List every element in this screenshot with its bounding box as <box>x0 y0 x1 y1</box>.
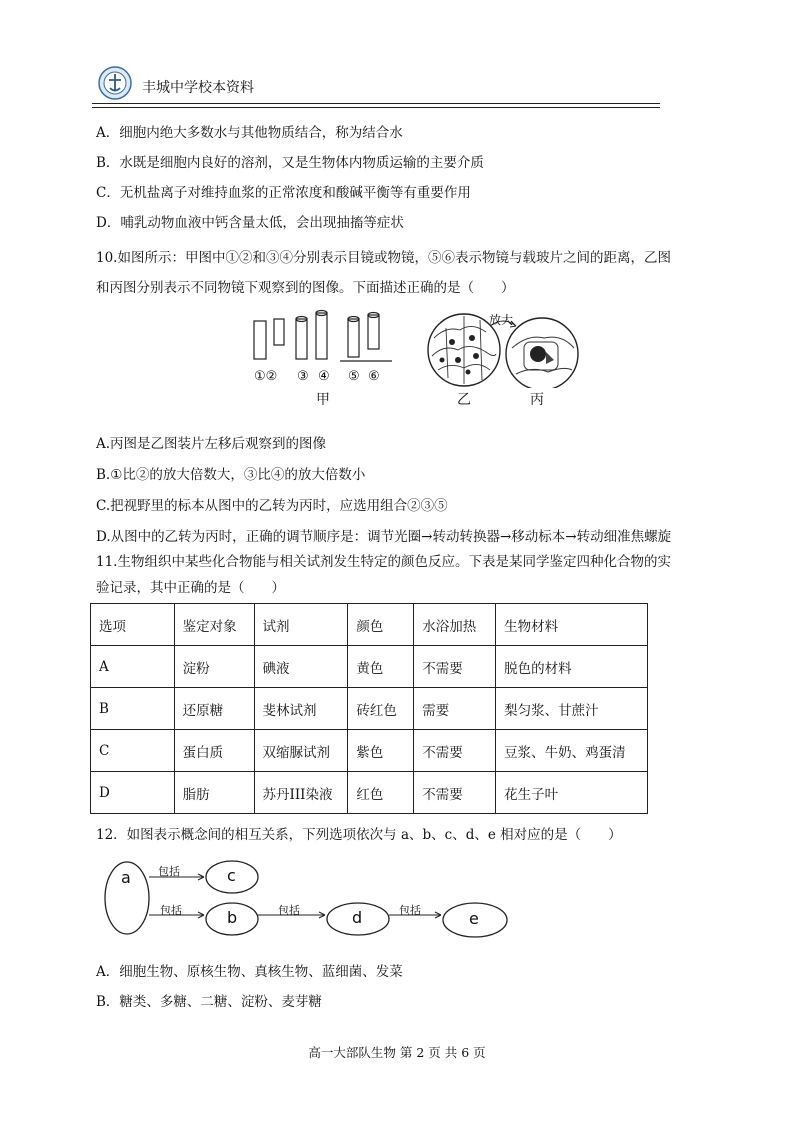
q12-option-b: B．糖类、多糖、二糖、淀粉、麦芽糖 <box>96 994 322 1010</box>
node-label-e: e <box>469 909 479 928</box>
table-cell: 砖红色 <box>348 688 414 730</box>
table-cell: 黄色 <box>348 646 414 688</box>
q10-option-b: B.①比②的放大倍数大，③比④的放大倍数小 <box>96 467 366 483</box>
table-cell: 碘液 <box>254 646 348 688</box>
header-rule-thick <box>92 103 660 104</box>
table-row <box>91 730 648 772</box>
table-cell: 淀粉 <box>174 646 254 688</box>
school-name: 丰城中学校本资料 <box>142 80 254 96</box>
edge-label-a-c: 包括 <box>158 865 180 878</box>
q10-stem-line2: 和丙图分别表示不同物镜下观察到的图像。下面描述正确的是（ ） <box>96 280 515 296</box>
table-cell: 需要 <box>414 688 496 730</box>
q9-option-b: B．水既是细胞内良好的溶剂，又是生物体内物质运输的主要介质 <box>96 155 484 171</box>
experiment-table <box>90 603 648 814</box>
table-cell: 紫色 <box>348 730 414 772</box>
table-header: 水浴加热 <box>414 604 496 646</box>
table-cell: 斐林试剂 <box>254 688 348 730</box>
table-cell: C <box>91 730 175 772</box>
q10-option-d: D.从图中的乙转为丙时，正确的调节顺序是：调节光圈→转动转换器→移动标本→转动细准焦螺旋 <box>96 529 672 545</box>
lens-label-5: ⑤ <box>348 369 360 384</box>
edge-label-a-b: 包括 <box>160 904 182 917</box>
edge-label-b-d: 包括 <box>278 904 300 917</box>
table-header-row <box>91 604 648 646</box>
lens-label-3: ③ <box>297 369 309 384</box>
q12-stem: 12．如图表示概念间的相互关系，下列选项依次与 a、b、c、d、e 相对应的是（ ） <box>96 827 622 843</box>
table-header: 选项 <box>91 604 175 646</box>
q9-option-d: D．哺乳动物血液中钙含量太低，会出现抽搐等症状 <box>96 215 404 231</box>
figure-label-yi: 乙 <box>457 392 471 408</box>
q9-option-a: A．细胞内绝大多数水与其他物质结合，称为结合水 <box>96 125 403 141</box>
label-enlarge: 放大 <box>489 313 514 327</box>
q12-option-a: A．细胞生物、原核生物、真核生物、蓝细菌、发菜 <box>96 964 403 980</box>
header-rule-thin <box>92 107 660 108</box>
lens-label-1-2: ①② <box>254 369 278 384</box>
figure-label-bing: 丙 <box>530 392 544 408</box>
q11-stem-line1: 11.生物组织中某些化合物能与相关试剂发生特定的颜色反应。下表是某同学鉴定四种化合物的实 <box>96 554 671 570</box>
q11-stem-line2: 验记录，其中正确的是（ ） <box>96 580 285 596</box>
table-cell: 苏丹III染液 <box>254 772 348 814</box>
figure-label-jia: 甲 <box>316 392 330 408</box>
table-cell: 不需要 <box>414 772 496 814</box>
table-cell: 梨匀浆、甘蔗汁 <box>496 688 648 730</box>
table-row <box>91 646 648 688</box>
page-footer: 高一大部队生物 第 2 页 共 6 页 <box>308 1045 486 1060</box>
node-label-b: b <box>227 908 238 927</box>
table-cell: D <box>91 772 175 814</box>
q10-option-c: C.把视野里的标本从图中的乙转为丙时，应选用组合②③⑤ <box>96 498 448 514</box>
node-label-a: a <box>121 868 131 887</box>
table-row <box>91 688 648 730</box>
table-cell: 红色 <box>348 772 414 814</box>
table-cell: 不需要 <box>414 646 496 688</box>
table-cell: 花生子叶 <box>496 772 648 814</box>
table-cell: 脱色的材料 <box>496 646 648 688</box>
lens-label-4: ④ <box>318 369 330 384</box>
node-label-d: d <box>352 908 363 927</box>
table-cell: B <box>91 688 175 730</box>
lens-label-6: ⑥ <box>368 369 380 384</box>
q9-option-c: C．无机盐离子对维持血浆的正常浓度和酸碱平衡等有重要作用 <box>96 185 471 201</box>
table-cell: 豆浆、牛奶、鸡蛋清 <box>496 730 648 772</box>
table-cell: 还原糖 <box>174 688 254 730</box>
table-cell: 不需要 <box>414 730 496 772</box>
school-logo <box>98 66 132 100</box>
table-header: 颜色 <box>348 604 414 646</box>
table-cell: 蛋白质 <box>174 730 254 772</box>
table-cell: 双缩脲试剂 <box>254 730 348 772</box>
table-header: 鉴定对象 <box>174 604 254 646</box>
q10-option-a: A.丙图是乙图装片左移后观察到的图像 <box>96 436 327 452</box>
q10-stem-line1: 10.如图所示：甲图中①②和③④分别表示目镜或物镜，⑤⑥表示物镜与载玻片之间的距离，乙图 <box>96 250 671 266</box>
edge-label-d-e: 包括 <box>399 904 421 917</box>
table-row <box>91 772 648 814</box>
table-cell: 脂肪 <box>174 772 254 814</box>
table-header: 试剂 <box>254 604 348 646</box>
table-cell: A <box>91 646 175 688</box>
node-label-c: c <box>227 866 236 885</box>
table-header: 生物材料 <box>496 604 648 646</box>
